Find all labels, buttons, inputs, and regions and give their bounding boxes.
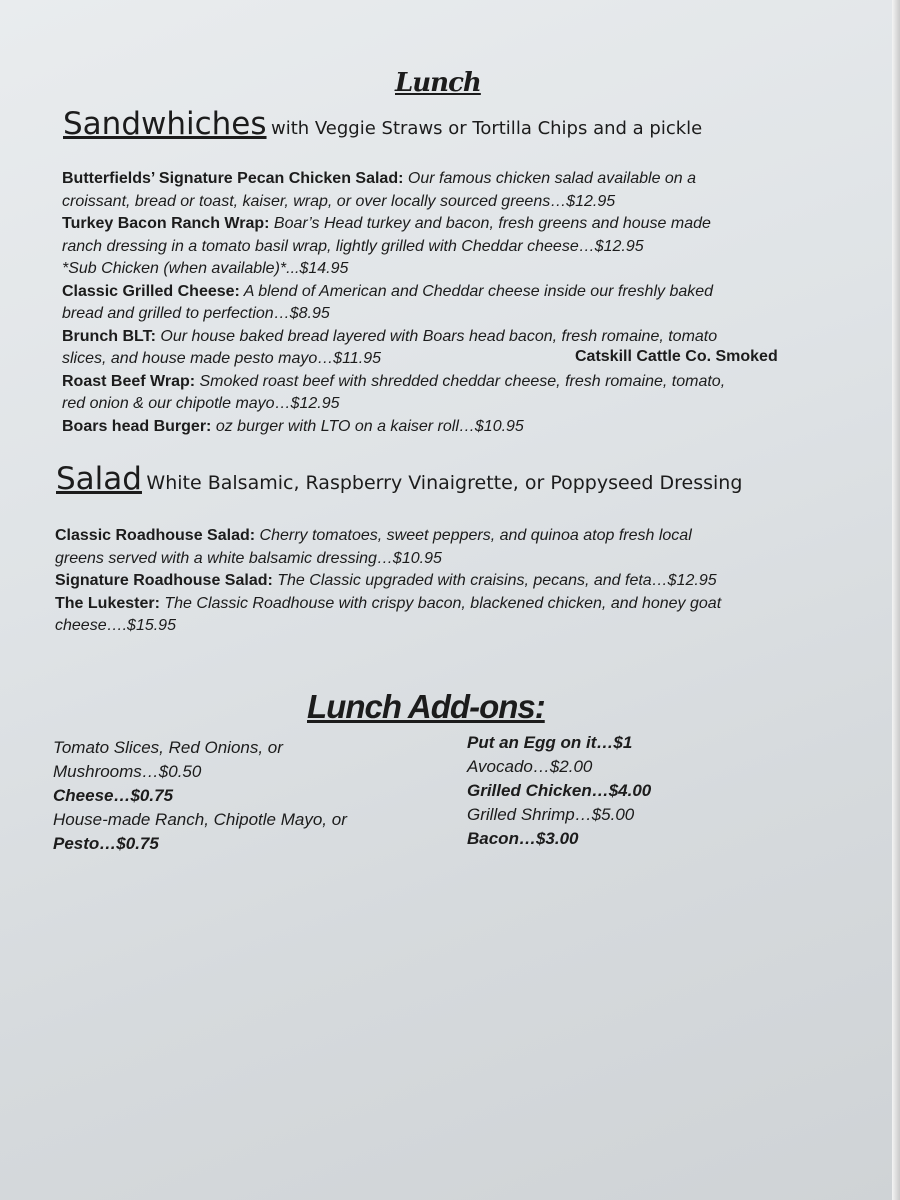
salad-subheading: White Balsamic, Raspberry Vinaigrette, or Poppyseed Dressing xyxy=(146,472,743,494)
sandwiches-subheading: with Veggie Straws or Tortilla Chips and a pickle xyxy=(270,118,703,139)
item-name: Classic Roadhouse Salad: xyxy=(55,527,256,544)
item-description: bread and grilled to perfection…$8.95 xyxy=(62,305,330,322)
menu-line xyxy=(62,326,725,349)
sandwiches-heading: Sandwhiches xyxy=(63,106,267,142)
menu-line xyxy=(62,168,725,191)
menu-line xyxy=(55,525,721,548)
item-name: Turkey Bacon Ranch Wrap: xyxy=(62,215,270,232)
addon-item: Grilled Shrimp…$5.00 xyxy=(467,805,635,824)
item-description: Our famous chicken salad available on a xyxy=(403,170,697,187)
menu-line xyxy=(55,593,721,616)
menu-line xyxy=(55,548,721,571)
item-description: slices, and house made pesto mayo…$11.95 xyxy=(62,350,382,367)
item-description: red onion & our chipotle mayo…$12.95 xyxy=(62,395,340,412)
addon-item: House-made Ranch, Chipotle Mayo, or xyxy=(53,810,347,829)
sandwiches-header xyxy=(63,106,702,142)
menu-line xyxy=(55,570,721,593)
addon-item: Put an Egg on it…$1 xyxy=(467,733,633,752)
salad-heading: Salad xyxy=(56,461,142,497)
item-description: Our house baked bread layered with Boars head bacon, fresh romaine, tomato xyxy=(155,327,718,345)
item-description: The Classic Roadhouse with crispy bacon, blackened chicken, and honey goat xyxy=(159,594,722,612)
addon-item: Avocado…$2.00 xyxy=(467,757,593,776)
item-description: Boar’s Head turkey and bacon, fresh greens and house made xyxy=(269,215,711,232)
page-edge xyxy=(892,0,900,1200)
item-description: greens served with a white balsamic dressing…$10.95 xyxy=(55,549,442,567)
item-description: croissant, bread or toast, kaiser, wrap, or over locally sourced greens…$12.95 xyxy=(62,192,616,210)
addon-item: Tomato Slices, Red Onions, or xyxy=(53,738,283,757)
item-name: Butterfields’ Signature Pecan Chicken Salad: xyxy=(62,170,404,187)
item-description: cheese….$15.95 xyxy=(55,617,176,634)
item-description: ranch dressing in a tomato basil wrap, lightly grilled with Cheddar cheese…$12.95 xyxy=(62,237,644,255)
salad-list xyxy=(55,525,721,638)
addon-item: Pesto…$0.75 xyxy=(53,834,159,853)
item-description: oz burger with LTO on a kaiser roll…$10.95 xyxy=(211,417,524,435)
addon-item: Mushrooms…$0.50 xyxy=(53,762,202,781)
sandwiches-list xyxy=(62,168,725,438)
item-name: Brunch BLT: xyxy=(62,327,156,345)
menu-line xyxy=(55,615,721,638)
item-description: Smoked roast beef with shredded cheddar cheese, fresh romaine, tomato, xyxy=(195,372,726,390)
menu-line xyxy=(62,303,725,326)
addons-heading: Lunch Add-ons: xyxy=(307,688,545,725)
item-description: Cherry tomatoes, sweet peppers, and quinoa atop fresh local xyxy=(255,527,692,544)
menu-line xyxy=(62,236,725,259)
item-name: Classic Grilled Cheese: xyxy=(62,282,240,300)
overlay-note: Catskill Cattle Co. Smoked xyxy=(575,348,778,365)
menu-line xyxy=(62,371,725,394)
menu-line xyxy=(62,191,725,214)
addon-item: Grilled Chicken…$4.00 xyxy=(467,781,652,800)
menu-line xyxy=(62,258,725,281)
item-description: The Classic upgraded with craisins, pecans, and feta…$12.95 xyxy=(272,572,717,589)
item-description: *Sub Chicken (when available)*...$14.95 xyxy=(62,260,349,277)
item-name: Roast Beef Wrap: xyxy=(62,372,196,390)
item-name: Signature Roadhouse Salad: xyxy=(55,572,273,589)
menu-line xyxy=(62,393,725,416)
addons-right xyxy=(467,731,651,851)
menu-title: Lunch xyxy=(395,68,481,98)
salad-header xyxy=(56,461,742,497)
menu-line xyxy=(62,281,725,304)
menu-line xyxy=(62,416,725,439)
item-description: A blend of American and Cheddar cheese inside our freshly baked xyxy=(239,282,714,300)
item-name: Boars head Burger: xyxy=(62,417,212,435)
addon-item: Cheese…$0.75 xyxy=(53,786,174,805)
item-name: The Lukester: xyxy=(55,594,160,612)
addon-item: Bacon…$3.00 xyxy=(467,829,579,848)
menu-line xyxy=(62,213,725,236)
addons-left xyxy=(53,736,347,856)
